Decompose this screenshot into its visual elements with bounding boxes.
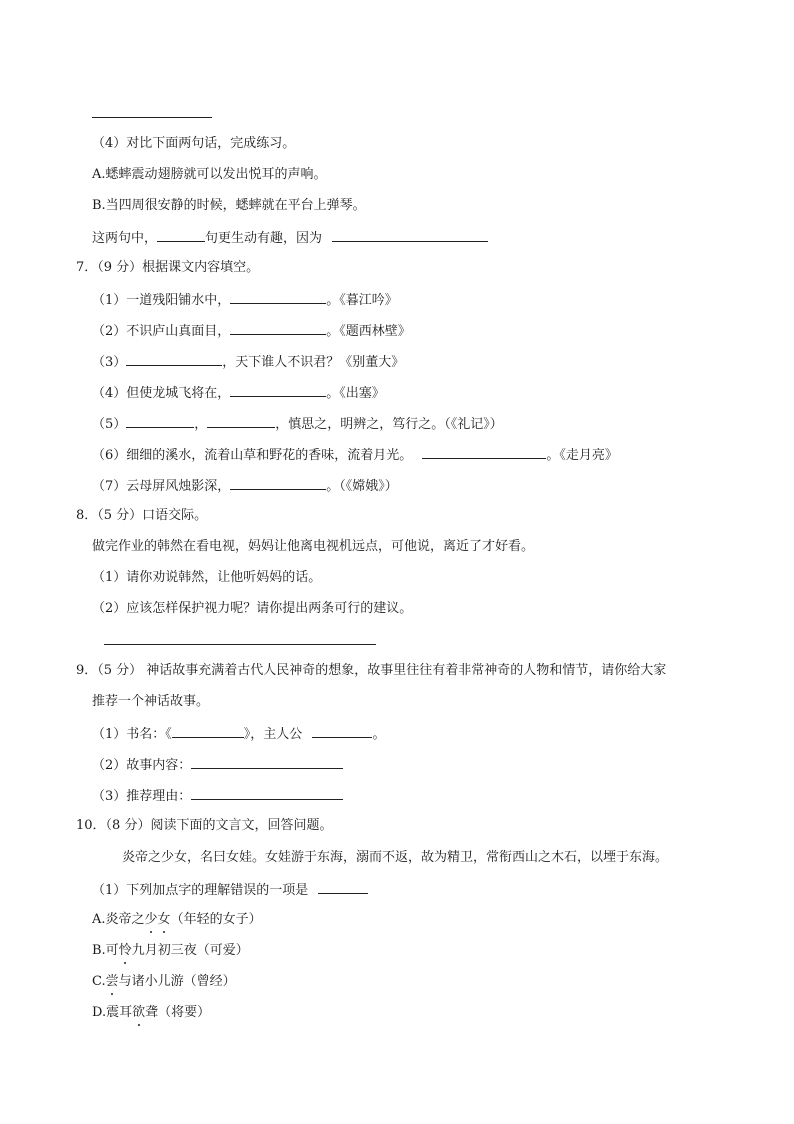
q7-l7-pre: （7）云母屏风烛影深， <box>92 479 231 494</box>
q7-line-1 <box>92 290 398 310</box>
question-8-title: 8．（5 分）口语交际。 <box>76 508 208 523</box>
opt-d-post: 聋（将要） <box>145 1005 211 1020</box>
q7-line-3 <box>92 352 404 372</box>
q7-l5-sep: ， <box>194 417 208 432</box>
q9-s1-post: 。 <box>372 727 386 742</box>
option-a: A.蟋蟀震动翅膀就可以发出悦耳的声响。 <box>92 167 327 182</box>
q7-l6-post: 。《走月亮》 <box>546 448 618 463</box>
question-9-title-cont: 推荐一个神话故事。 <box>92 694 210 709</box>
blank[interactable] <box>207 414 275 428</box>
opt-c-pre: C. <box>92 974 106 989</box>
blank[interactable] <box>126 414 194 428</box>
blank[interactable] <box>318 880 368 894</box>
blank[interactable] <box>191 786 343 800</box>
question-9-title: 9．（5 分） 神话故事充满着古代人民神奇的想象，故事里往往有着非常神奇的人物和情节，请你给大家 <box>76 663 667 678</box>
q7-l6-pre: （6）细细的溪水，流着山草和野花的香味，流着月光。 <box>92 448 413 463</box>
answer-line[interactable] <box>104 644 376 645</box>
blank[interactable] <box>230 321 326 335</box>
q10-option-c <box>92 973 236 991</box>
dotted-char: 女 <box>157 912 171 927</box>
fill-sentence <box>92 228 488 248</box>
q9-s1-mid: 》，主人公 <box>243 727 303 742</box>
question-7-title: 7．（9 分）根据课文内容填空。 <box>76 260 260 275</box>
q10-option-a <box>92 911 262 929</box>
q7-line-7 <box>92 476 398 496</box>
q9-sub-3 <box>92 786 343 806</box>
q7-l7-post: 。（《嫦娥》） <box>326 479 398 494</box>
q10-passage: 炎帝之少女，名曰女娃。女娃游于东海，溺而不返，故为精卫，常衔西山之木石，以堙于东海。 <box>122 850 669 865</box>
q10-option-d <box>92 1004 210 1022</box>
q7-line-6 <box>92 445 618 465</box>
q7-line-2 <box>92 321 411 341</box>
opt-c-post: 与诸小儿游（曾经） <box>118 974 236 989</box>
blank[interactable] <box>230 383 326 397</box>
q7-l4-post: 。《出塞》 <box>326 386 385 401</box>
blank[interactable] <box>422 445 546 459</box>
q7-line-5 <box>92 414 503 434</box>
q7-l3-pre: （3） <box>92 355 127 370</box>
dotted-char: 尝 <box>105 974 119 989</box>
q7-l2-post: 。《题西林壁》 <box>326 324 411 339</box>
blank[interactable] <box>157 228 205 242</box>
q10-sub-1 <box>92 880 368 900</box>
opt-d-pre: D.震耳 <box>92 1005 133 1020</box>
dotted-char: 欲 <box>132 1005 146 1020</box>
question-6-sub4: （4）对比下面两句话，完成练习。 <box>92 136 296 151</box>
q9-sub-2 <box>92 755 343 775</box>
q9-sub-1 <box>92 724 385 744</box>
q10-option-b <box>92 942 249 960</box>
blank[interactable] <box>172 724 244 738</box>
dotted-char: 少 <box>144 912 158 927</box>
opt-b-post: 九月初三夜（可爱） <box>131 943 249 958</box>
option-b: B.当四周很安静的时候，蟋蟀就在平台上弹琴。 <box>92 198 366 213</box>
opt-b-pre: B.可 <box>92 943 119 958</box>
answer-line <box>92 117 212 118</box>
opt-a-post: （年轻的女子） <box>170 912 262 927</box>
q8-sub-1: （1）请你劝说韩然，让他听妈妈的话。 <box>92 570 322 585</box>
blank[interactable] <box>230 290 326 304</box>
q7-l1-post: 。《暮江吟》 <box>326 293 398 308</box>
opt-a-pre: A.炎帝之 <box>92 912 145 927</box>
blank[interactable] <box>126 352 222 366</box>
q9-s1-pre: （1）书名：《 <box>92 727 172 742</box>
blank[interactable] <box>230 476 326 490</box>
q7-l4-pre: （4）但使龙城飞将在， <box>92 386 231 401</box>
fill-pre: 这两句中， <box>92 231 158 246</box>
q8-sub-2: （2）应该怎样保护视力呢？请你提出两条可行的建议。 <box>92 601 413 616</box>
blank[interactable] <box>191 755 343 769</box>
q9-s3-label: （3）推荐理由： <box>92 789 192 804</box>
q7-l5-post: ，慎思之，明辨之，笃行之。（《礼记》） <box>275 417 503 432</box>
q7-l1-pre: （1）一道残阳铺水中， <box>92 293 231 308</box>
q10-s1-label: （1）下列加点字的理解错误的一项是 <box>92 883 309 898</box>
question-10-title: 10．（8 分）阅读下面的文言文，回答问题。 <box>76 818 333 833</box>
fill-mid: 句更生动有趣，因为 <box>205 231 323 246</box>
blank[interactable] <box>332 228 488 242</box>
dotted-char: 怜 <box>118 943 132 958</box>
q7-l3-post: ，天下谁人不识君？《别董大》 <box>222 355 405 370</box>
blank[interactable] <box>312 724 372 738</box>
q7-l5-pre: （5） <box>92 417 127 432</box>
q7-line-4 <box>92 383 385 403</box>
q9-s2-label: （2）故事内容： <box>92 758 192 773</box>
q7-l2-pre: （2）不识庐山真面目， <box>92 324 231 339</box>
q8-body: 做完作业的韩然在看电视，妈妈让他离电视机远点，可他说，离近了才好看。 <box>92 539 535 554</box>
